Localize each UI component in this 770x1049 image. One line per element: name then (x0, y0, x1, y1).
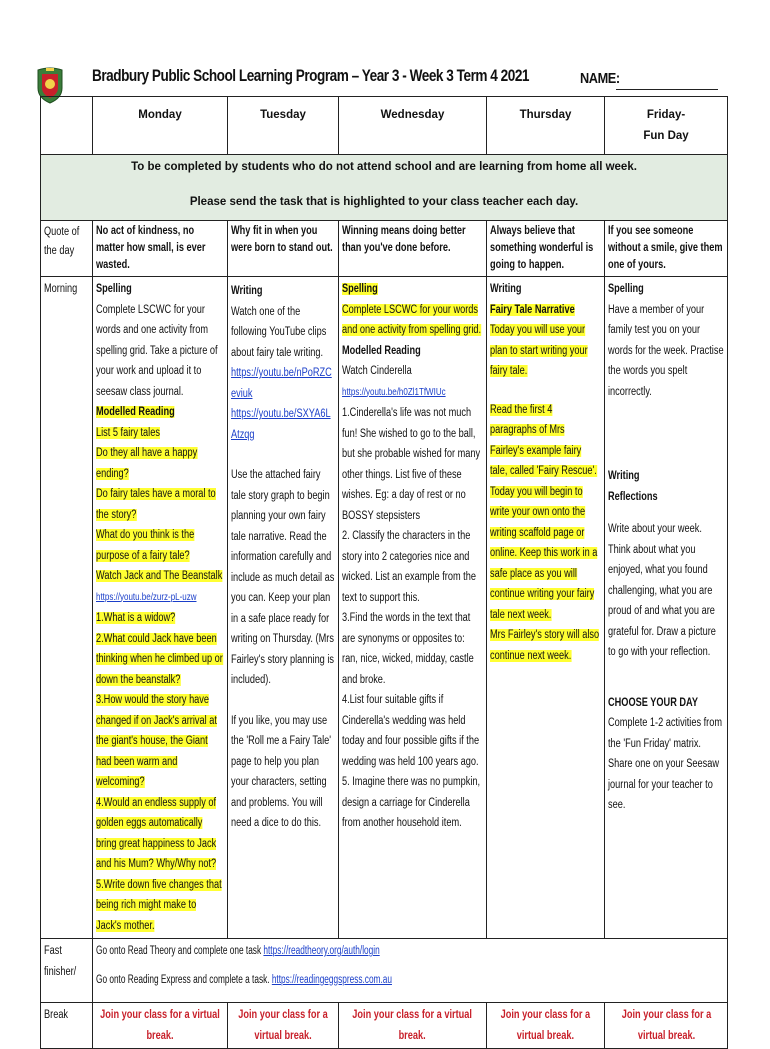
wednesday-question-5: 5. Imagine there was no pumpkin, design a carriage for Cinderella from another household item. (342, 776, 481, 829)
break-tuesday: Join your class for a virtual break. (228, 1003, 339, 1049)
thursday-continue-text: Mrs Fairley's story will also continue next week. (490, 629, 600, 662)
monday-task-5: Watch Jack and The Beanstalk (96, 570, 223, 582)
wednesday-morning-cell (339, 277, 487, 939)
wednesday-question-2: 2. Classify the characters in the story into 2 categories nice and wicked. List an example from the text to support this. (342, 530, 476, 604)
tuesday-plan-text: Use the attached fairy tale story graph to begin planning your own fairy tale narrative. Read the information carefully and include as much detail as you can. Keep your plan in a safe place ready for writing on Thursday. (Mrs Fairley's story planning is included). (231, 469, 335, 686)
friday-spelling-text: Have a member of your family test you on your words for the week. Practise the words you spelt incorrectly. (608, 303, 724, 398)
break-label: Break (41, 1003, 93, 1049)
wednesday-video-link[interactable]: https://youtu.be/h0Zl1TfWIUc (342, 386, 446, 398)
name-label: NAME: (580, 70, 620, 87)
break-row (41, 1003, 728, 1049)
monday-question-5: 5.Write down five changes that being rich might make to Jack's mother. (96, 878, 222, 932)
wednesday-spelling-text: Complete LSCWC for your words and one activity from spelling grid. (342, 303, 482, 336)
wednesday-question-3: 3.Find the words in the text that are synonyms or opposites to: ran, nice, wicked, midday, castle and broke. (342, 612, 474, 686)
fast-finisher-cell (93, 939, 728, 1003)
monday-question-4: 4.Would an endless supply of golden eggs automatically bring great happiness to Jack and his Mum? Why/Why not? (96, 796, 217, 870)
monday-reading-heading: Modelled Reading (96, 406, 175, 418)
quote-thursday: Always believe that something wonderful is going to happen. (487, 221, 605, 277)
break-thursday: Join your class for a virtual break. (487, 1003, 605, 1049)
tuesday-video-link-1[interactable]: https://youtu.be/nPoRZCeviuk (231, 367, 332, 400)
fast-finisher-text-1: Go onto Read Theory and complete one task (96, 945, 264, 957)
monday-task-2: Do they all have a happy ending? (96, 447, 198, 480)
quote-row (41, 221, 728, 277)
fast-finisher-row (41, 939, 728, 1003)
wednesday-watch-text: Watch Cinderella (342, 365, 412, 377)
morning-label: Morning (41, 277, 93, 939)
tuesday-writing-heading: Writing (231, 285, 263, 297)
friday-writing-heading: Writing (608, 470, 640, 482)
monday-task-3: Do fairy tales have a moral to the story? (96, 488, 216, 521)
quote-wednesday: Winning means doing better than you've done before. (339, 221, 487, 277)
notice-line-1: To be completed by students who do not attend school and are learning from home all week. (131, 161, 637, 173)
monday-question-1: 1.What is a widow? (96, 612, 176, 624)
friday-morning-cell (605, 277, 728, 939)
morning-row (41, 277, 728, 939)
notice-row (41, 155, 728, 221)
day-header-row (41, 97, 728, 155)
quote-friday: If you see someone without a smile, give them one of yours. (605, 221, 728, 277)
wednesday-spelling-heading: Spelling (342, 283, 378, 295)
monday-task-1: List 5 fairy tales (96, 426, 160, 439)
quote-monday: No act of kindness, no matter how small, is ever wasted. (93, 221, 228, 277)
friday-reflections-heading: Reflections (608, 490, 658, 503)
thursday-plan-text: Today you will use your plan to start writing your fairy tale. (490, 324, 588, 377)
monday-question-2: 2.What could Jack have been thinking when he climbed up or down the beanstalk? (96, 632, 223, 686)
wednesday-question-4: 4.List four suitable gifts if Cinderella's wedding was held today and four possible gifts if the wedding was held 100 years ago. (342, 694, 480, 768)
monday-morning-cell (93, 277, 228, 939)
friday-reflection-text: Write about your week. Think about what you enjoyed, what you found challenging, what you are proud of and what you are grateful for. Draw a picture to go with your reflection. (608, 523, 716, 658)
wednesday-reading-heading: Modelled Reading (342, 344, 421, 357)
thursday-morning-cell (487, 277, 605, 939)
notice-cell (41, 155, 728, 221)
thursday-narrative-heading: Fairy Tale Narrative (490, 303, 575, 316)
friday-choose-text: Complete 1-2 activities from the 'Fun Friday' matrix. Share one on your Seesaw journal for your teacher to see. (608, 717, 723, 811)
day-tuesday: Tuesday (228, 97, 339, 155)
break-monday: Join your class for a virtual break. (93, 1003, 228, 1049)
name-blank-line (616, 89, 718, 90)
tuesday-morning-cell (228, 277, 339, 939)
page-title: Bradbury Public School Learning Program – Year 3 - Week 3 Term 4 2021 (92, 66, 530, 85)
monday-task-4: What do you think is the purpose of a fairy tale? (96, 529, 195, 562)
day-monday: Monday (93, 97, 228, 155)
day-thursday: Thursday (487, 97, 605, 155)
monday-video-link[interactable]: https://youtu.be/zurz-pL-uzw (96, 591, 197, 603)
monday-question-3: 3.How would the story have changed if on Jack's arrival at the giant's house, the Giant had been warm and welcoming? (96, 694, 217, 788)
tuesday-writing-text: Watch one of the following YouTube clips about fairy tale writing. (231, 305, 327, 359)
fast-finisher-text-2: Go onto Reading Express and complete a task. (96, 973, 272, 986)
friday-spelling-heading: Spelling (608, 283, 644, 295)
readingeggspress-link[interactable]: https://readingeggspress.com.au (271, 973, 392, 986)
wednesday-question-1: 1.Cinderella's life was not much fun! She wished to go to the ball, but she probable wished for many other things. List five of these wishes. Eg: a day of rest or no BOSSY stepsisters (342, 407, 481, 522)
friday-choose-heading: CHOOSE YOUR DAY (608, 696, 698, 709)
break-friday: Join your class for a virtual break. (605, 1003, 728, 1049)
quote-tuesday: Why fit in when you were born to stand out. (228, 221, 339, 277)
timetable-grid (40, 96, 728, 1049)
tuesday-roll-text: If you like, you may use the 'Roll me a Fairy Tale' page to help you plan your characters, setting and problems. You will need a dice to do this. (231, 714, 331, 829)
notice-line-2: Please send the task that is highlighted to your class teacher each day. (189, 195, 579, 208)
readtheory-link[interactable]: https://readtheory.org/auth/login (263, 945, 380, 957)
monday-spelling-heading: Spelling (96, 283, 132, 295)
fast-finisher-label: Fast finisher/ (41, 939, 93, 1003)
monday-spelling-text: Complete LSCWC for your words and one activity from spelling grid. Take a picture of your work and upload it to seesaw class journal. (96, 303, 218, 398)
tuesday-video-link-2[interactable]: https://youtu.be/SXYA6LAtzqg (231, 408, 331, 441)
day-friday: Friday- Fun Day (605, 97, 728, 155)
quote-label: Quote of the day (41, 221, 93, 277)
break-wednesday: Join your class for a virtual break. (339, 1003, 487, 1049)
thursday-read-text: Read the first 4 paragraphs of Mrs Fairley's example fairy tale, called 'Fairy Rescue'. Today you will begin to write your own onto the writing scaffold page or online. Keep this work in a safe place as you will continue writing your fairy tale next week. (490, 403, 598, 621)
thursday-writing-heading: Writing (490, 283, 522, 295)
corner-cell (41, 97, 93, 155)
day-wednesday: Wednesday (339, 97, 487, 155)
